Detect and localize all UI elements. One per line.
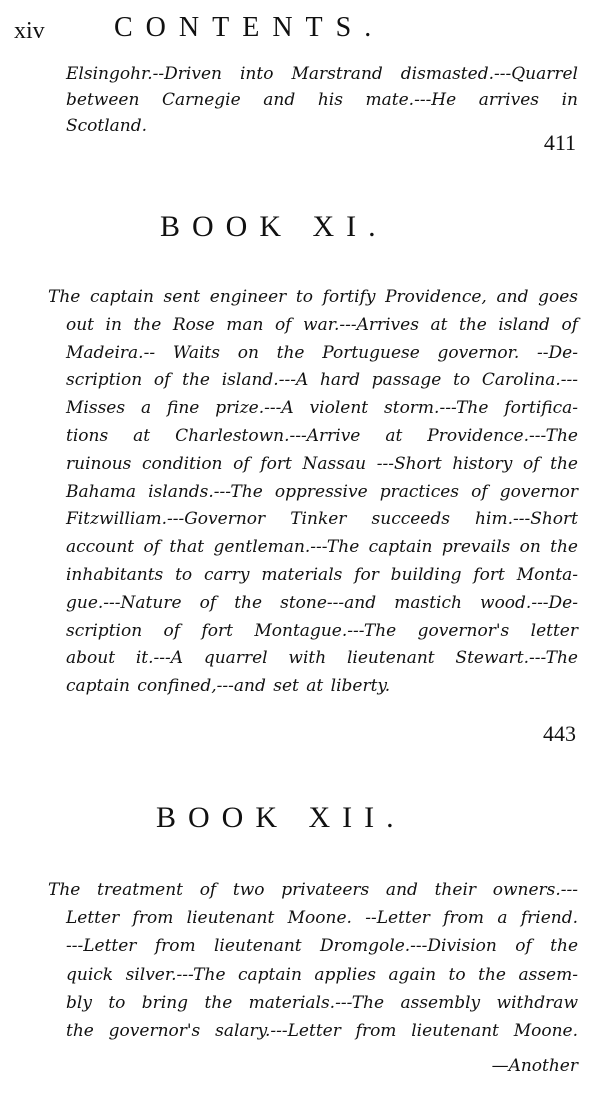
summary-line: gue.---Nature of the stone---and mastich wood.---De- <box>66 592 578 613</box>
book-xii-summary <box>48 876 578 1045</box>
summary-line: quick silver.---The captain applies again to the assem- <box>66 964 578 985</box>
summary-line: out in the Rose man of war.---Arrives at the island of <box>66 314 578 335</box>
summary-line: account of that gentleman.---The captain prevails on the <box>66 537 578 558</box>
summary-line: Fitzwilliam.---Governor Tinker succeeds him.---Short <box>66 509 578 530</box>
book-xi-summary <box>48 284 578 701</box>
summary-line: captain confined,---and set at liberty. <box>66 676 391 697</box>
summary-line: Letter from lieutenant Moone. --Letter from a friend. <box>66 908 578 929</box>
page-reference: 411 <box>543 130 576 155</box>
summary-line: inhabitants to carry materials for building fort Monta- <box>66 564 578 585</box>
summary-line: ruinous condition of fort Nassau ---Short history of the <box>66 453 578 474</box>
page-number: xiv <box>14 18 45 44</box>
entry-line: Elsingohr.--Driven into Marstrand dismasted.---Quarrel <box>66 64 578 84</box>
running-title: CONTENTS. <box>114 12 385 43</box>
summary-line: scription of the island.---A hard passage to Carolina.--- <box>66 370 578 391</box>
page-reference: 443 <box>543 721 576 746</box>
summary-line: Bahama islands.---The oppressive practices of governor <box>66 481 578 502</box>
summary-line: The captain sent engineer to fortify Providence, and goes <box>48 287 578 307</box>
summary-line: Madeira.-- Waits on the Portuguese governor. --De- <box>66 342 578 363</box>
summary-line: Misses a fine prize.---A violent storm.---The fortifica- <box>66 398 578 419</box>
book-heading-xi: BOOK XI. <box>160 210 388 243</box>
summary-line: ---Letter from lieutenant Dromgole.---Division of the <box>66 936 578 957</box>
entry-line: between Carnegie and his mate.---He arrives in <box>66 90 578 110</box>
summary-line: The treatment of two privateers and their owners.--- <box>48 880 578 900</box>
continued-entry <box>66 61 578 139</box>
summary-line: tions at Charlestown.---Arrive at Providence.---The <box>66 425 578 446</box>
summary-line: about it.---A quarrel with lieutenant Stewart.---The <box>66 648 578 669</box>
summary-line: the governor's salary.---Letter from lieutenant Moone. <box>66 1021 578 1042</box>
summary-line: bly to bring the materials.---The assembly withdraw <box>66 992 578 1013</box>
entry-line: Scotland. <box>66 116 148 136</box>
book-heading-xii: BOOK XII. <box>156 801 406 834</box>
summary-line: scription of fort Montague.---The governor's letter <box>66 620 578 641</box>
catchword: —Another <box>491 1056 578 1076</box>
